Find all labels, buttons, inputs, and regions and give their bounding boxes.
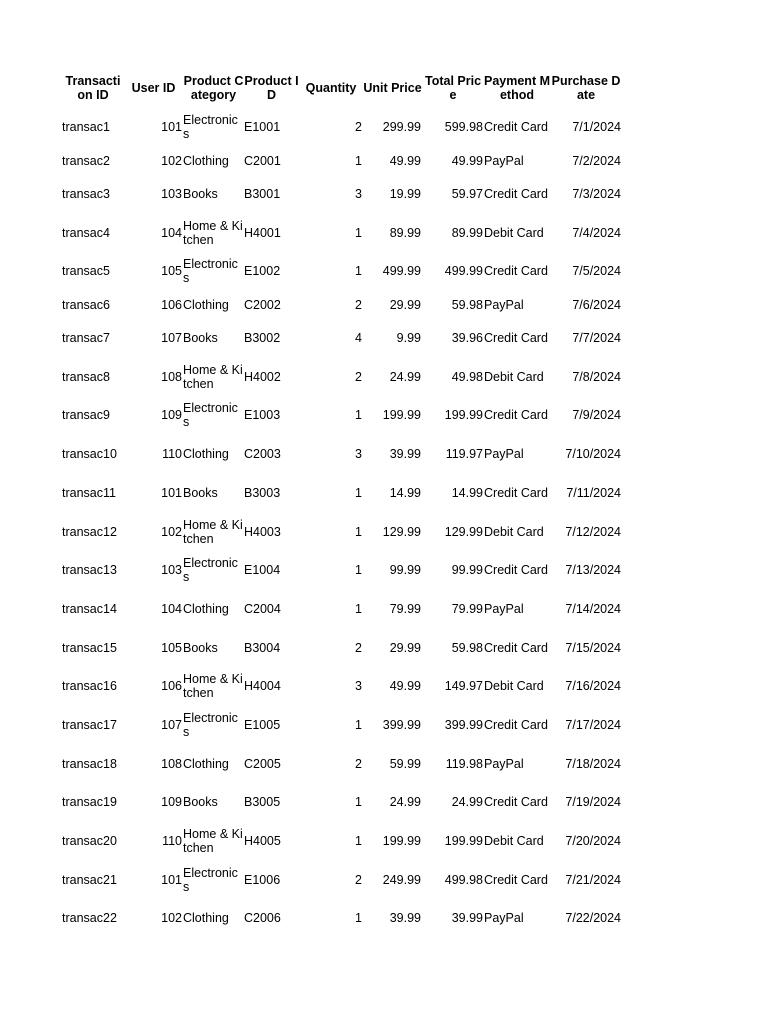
cell-purchase-date: 7/13/2024 [565,563,621,578]
cell-transaction-id: transac10 [62,447,117,462]
cell-transaction-id: transac6 [62,297,110,312]
cell-product-id: C2005 [244,756,281,771]
cell-transaction-id: transac16 [62,679,117,694]
cell-total-price: 99.99 [451,563,483,578]
cell-transaction-id: transac15 [62,640,117,655]
cell-purchase-date: 7/20/2024 [565,834,621,849]
cell-product-category: Electronics [183,865,238,894]
header-unit-price: Unit Price [363,81,422,95]
cell-payment-method: Debit Card [484,369,544,384]
table-row [62,108,622,147]
cell-unit-price: 199.99 [382,408,421,423]
header-product-category: Product Category [183,74,244,102]
cell-product-category: Clothing [183,756,229,771]
cell-total-price: 499.99 [444,264,483,279]
cell-total-price: 89.99 [451,225,483,240]
cell-transaction-id: transac1 [62,120,110,135]
cell-total-price: 129.99 [444,524,483,539]
cell-total-price: 49.99 [451,153,483,168]
cell-total-price: 59.98 [451,640,483,655]
cell-unit-price: 14.99 [389,485,421,500]
cell-user-id: 101 [161,120,182,135]
table-row [62,252,622,291]
cell-payment-method: PayPal [484,153,524,168]
cell-total-price: 59.97 [451,187,483,202]
cell-quantity: 1 [355,264,362,279]
cell-purchase-date: 7/2/2024 [572,153,621,168]
cell-purchase-date: 7/22/2024 [565,911,621,926]
cell-total-price: 14.99 [451,485,483,500]
cell-purchase-date: 7/18/2024 [565,756,621,771]
cell-quantity: 2 [355,640,362,655]
header-payment-method: Payment Method [484,74,550,102]
cell-quantity: 1 [355,225,362,240]
cell-total-price: 399.99 [444,717,483,732]
cell-purchase-date: 7/17/2024 [565,717,621,732]
cell-purchase-date: 7/3/2024 [572,187,621,202]
cell-product-category: Clothing [183,447,229,462]
cell-payment-method: PayPal [484,297,524,312]
cell-total-price: 39.99 [451,911,483,926]
header-purchase-date: Purchase Date [551,74,621,102]
cell-transaction-id: transac8 [62,369,110,384]
cell-product-category: Electronics [183,401,238,430]
table-body [62,108,622,938]
cell-payment-method: PayPal [484,756,524,771]
cell-purchase-date: 7/12/2024 [565,524,621,539]
cell-user-id: 109 [161,795,182,810]
cell-product-id: E1002 [244,264,281,279]
table-row [62,667,622,706]
cell-payment-method: PayPal [484,447,524,462]
cell-payment-method: Credit Card [484,120,548,135]
cell-purchase-date: 7/8/2024 [572,369,621,384]
cell-unit-price: 299.99 [382,120,421,135]
cell-unit-price: 399.99 [382,717,421,732]
cell-product-category: Electronics [183,257,238,286]
cell-user-id: 108 [161,369,182,384]
cell-product-category: Electronics [183,556,238,585]
cell-product-id: C2003 [244,447,281,462]
cell-product-category: Clothing [183,601,229,616]
cell-quantity: 2 [355,297,362,312]
cell-quantity: 1 [355,834,362,849]
cell-quantity: 1 [355,408,362,423]
cell-quantity: 2 [355,756,362,771]
cell-transaction-id: transac19 [62,795,117,810]
cell-total-price: 79.99 [451,601,483,616]
cell-payment-method: Credit Card [484,717,548,732]
cell-user-id: 101 [161,485,182,500]
cell-total-price: 59.98 [451,297,483,312]
cell-purchase-date: 7/6/2024 [572,297,621,312]
cell-user-id: 104 [161,601,182,616]
cell-payment-method: Credit Card [484,331,548,346]
cell-product-category: Books [183,795,218,810]
cell-unit-price: 499.99 [382,264,421,279]
cell-payment-method: Credit Card [484,795,548,810]
cell-product-category: Home & Kitchen [183,517,243,546]
cell-transaction-id: transac14 [62,601,117,616]
cell-quantity: 1 [355,153,362,168]
cell-product-id: E1003 [244,408,281,423]
cell-product-category: Electronics [183,710,238,739]
cell-purchase-date: 7/14/2024 [565,601,621,616]
cell-total-price: 199.99 [444,408,483,423]
cell-transaction-id: transac9 [62,408,110,423]
table-row [62,590,622,629]
cell-unit-price: 19.99 [389,187,421,202]
cell-product-id: C2001 [244,153,281,168]
cell-user-id: 103 [161,563,182,578]
cell-quantity: 3 [355,679,362,694]
cell-payment-method: Credit Card [484,485,548,500]
cell-user-id: 106 [161,297,182,312]
table-row [62,783,622,822]
cell-unit-price: 24.99 [389,795,421,810]
table-row [62,744,622,783]
cell-product-category: Books [183,331,218,346]
cell-product-id: B3001 [244,187,281,202]
header-user-id: User ID [131,81,176,95]
cell-product-category: Home & Kitchen [183,827,243,856]
cell-user-id: 102 [161,911,182,926]
cell-purchase-date: 7/19/2024 [565,795,621,810]
table-row [62,357,622,396]
cell-user-id: 102 [161,524,182,539]
cell-user-id: 107 [161,717,182,732]
cell-unit-price: 199.99 [382,834,421,849]
header-product-id: Product ID [244,74,299,102]
cell-total-price: 119.98 [445,756,483,771]
cell-quantity: 1 [355,911,362,926]
cell-purchase-date: 7/11/2024 [566,485,621,500]
cell-product-id: B3005 [244,795,281,810]
cell-product-id: H4001 [244,225,281,240]
header-quantity: Quantity [305,81,357,95]
cell-unit-price: 49.99 [389,153,421,168]
cell-total-price: 24.99 [451,795,483,810]
cell-transaction-id: transac22 [62,911,117,926]
cell-unit-price: 59.99 [389,756,421,771]
cell-product-category: Books [183,640,218,655]
cell-total-price: 39.96 [451,331,483,346]
cell-quantity: 2 [355,369,362,384]
cell-product-id: E1006 [244,872,281,887]
cell-unit-price: 79.99 [389,601,421,616]
cell-payment-method: Credit Card [484,264,548,279]
cell-unit-price: 9.99 [396,331,421,346]
cell-product-id: H4003 [244,524,281,539]
cell-unit-price: 129.99 [382,524,421,539]
cell-user-id: 107 [161,331,182,346]
header-row [62,68,622,108]
cell-user-id: 110 [162,834,182,849]
cell-product-category: Electronics [183,113,238,142]
cell-quantity: 1 [355,795,362,810]
cell-quantity: 4 [355,331,362,346]
cell-product-category: Books [183,187,218,202]
cell-unit-price: 39.99 [389,447,421,462]
table-row [62,319,622,358]
cell-payment-method: Credit Card [484,408,548,423]
cell-product-id: H4004 [244,679,281,694]
cell-transaction-id: transac5 [62,264,110,279]
cell-unit-price: 89.99 [389,225,421,240]
cell-product-category: Home & Kitchen [183,362,243,391]
spreadsheet-table [62,68,622,938]
cell-user-id: 110 [162,447,182,462]
cell-unit-price: 24.99 [389,369,421,384]
cell-unit-price: 99.99 [389,563,421,578]
cell-payment-method: Debit Card [484,679,544,694]
cell-product-id: H4005 [244,834,281,849]
cell-transaction-id: transac2 [62,153,110,168]
table-row [62,213,622,252]
cell-payment-method: Credit Card [484,563,548,578]
cell-total-price: 599.98 [444,120,483,135]
table-row [62,396,622,435]
cell-payment-method: Credit Card [484,872,548,887]
cell-transaction-id: transac4 [62,225,110,240]
cell-transaction-id: transac3 [62,187,110,202]
table-row [62,435,622,474]
cell-product-category: Clothing [183,297,229,312]
cell-total-price: 499.98 [444,872,483,887]
cell-payment-method: PayPal [484,601,524,616]
cell-total-price: 119.97 [445,447,483,462]
cell-product-id: B3002 [244,331,281,346]
cell-product-id: E1005 [244,717,281,732]
cell-user-id: 108 [161,756,182,771]
cell-user-id: 109 [161,408,182,423]
cell-product-id: B3004 [244,640,281,655]
cell-product-category: Books [183,485,218,500]
cell-quantity: 1 [355,524,362,539]
cell-total-price: 199.99 [444,834,483,849]
header-transaction-id: Transaction ID [65,74,121,102]
cell-quantity: 1 [355,717,362,732]
cell-payment-method: PayPal [484,911,524,926]
cell-payment-method: Debit Card [484,225,544,240]
cell-product-category: Clothing [183,911,229,926]
cell-product-id: B3003 [244,485,281,500]
cell-quantity: 2 [355,120,362,135]
cell-quantity: 3 [355,447,362,462]
cell-product-category: Clothing [183,153,229,168]
cell-purchase-date: 7/7/2024 [572,331,621,346]
cell-quantity: 1 [355,485,362,500]
cell-purchase-date: 7/16/2024 [565,679,621,694]
cell-transaction-id: transac20 [62,834,117,849]
cell-quantity: 2 [355,872,362,887]
cell-purchase-date: 7/10/2024 [565,447,621,462]
cell-quantity: 1 [355,601,362,616]
cell-purchase-date: 7/5/2024 [572,264,621,279]
cell-transaction-id: transac13 [62,563,117,578]
cell-product-id: E1001 [244,120,281,135]
table-row [62,822,622,861]
cell-unit-price: 39.99 [389,911,421,926]
cell-purchase-date: 7/15/2024 [565,640,621,655]
table-row [62,551,622,590]
cell-user-id: 102 [161,153,182,168]
header-total-price: Total Price [424,74,482,102]
cell-payment-method: Debit Card [484,524,544,539]
cell-product-id: C2002 [244,297,281,312]
cell-unit-price: 29.99 [389,640,421,655]
cell-payment-method: Debit Card [484,834,544,849]
cell-product-category: Home & Kitchen [183,218,243,247]
cell-transaction-id: transac11 [62,485,116,500]
cell-unit-price: 29.99 [389,297,421,312]
table-row [62,628,622,667]
cell-quantity: 1 [355,563,362,578]
cell-payment-method: Credit Card [484,187,548,202]
cell-user-id: 104 [161,225,182,240]
cell-transaction-id: transac17 [62,717,117,732]
cell-unit-price: 49.99 [389,679,421,694]
table-row [62,706,622,745]
cell-purchase-date: 7/21/2024 [565,872,621,887]
cell-purchase-date: 7/9/2024 [572,408,621,423]
cell-transaction-id: transac12 [62,524,117,539]
cell-product-category: Home & Kitchen [183,672,243,701]
table-row [62,291,622,319]
table-row [62,860,622,899]
cell-user-id: 103 [161,187,182,202]
cell-product-id: H4002 [244,369,281,384]
cell-purchase-date: 7/1/2024 [572,120,621,135]
cell-product-id: C2006 [244,911,281,926]
cell-unit-price: 249.99 [382,872,421,887]
cell-transaction-id: transac21 [62,872,117,887]
cell-purchase-date: 7/4/2024 [572,225,621,240]
cell-product-id: E1004 [244,563,281,578]
table-row [62,899,622,938]
cell-user-id: 101 [161,872,182,887]
cell-user-id: 105 [161,640,182,655]
cell-user-id: 106 [161,679,182,694]
table-row [62,175,622,214]
table-row [62,474,622,513]
cell-payment-method: Credit Card [484,640,548,655]
cell-total-price: 149.97 [444,679,483,694]
cell-transaction-id: transac7 [62,331,110,346]
cell-user-id: 105 [161,264,182,279]
cell-quantity: 3 [355,187,362,202]
table-row [62,147,622,175]
cell-transaction-id: transac18 [62,756,117,771]
cell-product-id: C2004 [244,601,281,616]
cell-total-price: 49.98 [451,369,483,384]
table-row [62,512,622,551]
